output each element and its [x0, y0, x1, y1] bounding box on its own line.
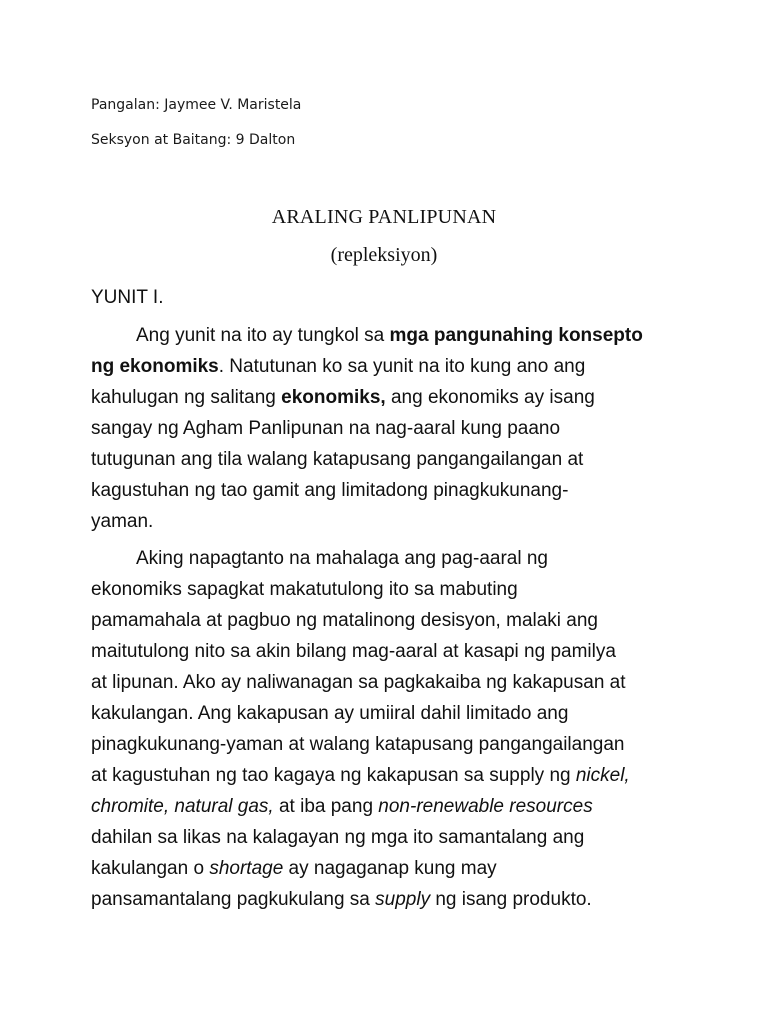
- bold-text-run: ekonomiks,: [281, 387, 386, 408]
- paragraph-line: [91, 791, 681, 822]
- italic-text-run: supply: [375, 889, 431, 910]
- italic-text-run: chromite, natural gas,: [91, 796, 274, 817]
- text-run: Ang yunit na ito ay tungkol sa: [136, 325, 390, 346]
- text-run: kahulugan ng salitang: [91, 387, 282, 408]
- paragraph-line: [91, 320, 681, 351]
- text-run: at iba pang: [273, 796, 379, 817]
- bold-text-run: ng ekonomiks: [91, 356, 219, 377]
- paragraph-line: [91, 853, 681, 884]
- paragraph-line: sangay ng Agham Panlipunan na nag-aaral kung paano: [91, 418, 561, 439]
- text-run: . Natutunan ko sa yunit na ito kung ano ang: [218, 356, 586, 377]
- paragraph-line: dahilan sa likas na kalagayan ng mga ito samantalang ang: [91, 827, 585, 848]
- paragraph-line: [91, 760, 681, 791]
- paragraph-line: ekonomiks sapagkat makatutulong ito sa mabuting: [91, 579, 518, 600]
- italic-text-run: non-renewable resources: [378, 796, 593, 817]
- paragraph-line: at lipunan. Ako ay naliwanagan sa pagkakaiba ng kakapusan at: [91, 672, 626, 693]
- paragraph-line: [91, 382, 681, 413]
- paragraph-1: [91, 320, 681, 537]
- paragraph-line: [91, 351, 681, 382]
- paragraph-line: kakulangan. Ang kakapusan ay umiiral dahil limitado ang: [91, 703, 569, 724]
- paragraph-line: tutugunan ang tila walang katapusang pangangailangan at: [91, 449, 584, 470]
- text-run: at kagustuhan ng tao kagaya ng kakapusan sa supply ng: [91, 765, 576, 786]
- paragraph-line: pamamahala at pagbuo ng matalinong desisyon, malaki ang: [91, 610, 598, 631]
- paragraph-line: yaman.: [91, 511, 154, 532]
- student-name-line: Pangalan: Jaymee V. Maristela: [91, 97, 302, 113]
- paragraph-line: Aking napagtanto na mahalaga ang pag-aaral ng: [136, 548, 548, 569]
- text-run: ng isang produkto.: [430, 889, 592, 910]
- document-subtitle: (repleksiyon): [330, 244, 438, 266]
- italic-text-run: shortage: [209, 858, 284, 879]
- paragraph-line: maitutulong nito sa akin bilang mag-aaral at kasapi ng pamilya: [91, 641, 616, 662]
- text-run: kakulangan o: [91, 858, 210, 879]
- section-grade-line: Seksyon at Baitang: 9 Dalton: [91, 132, 296, 148]
- paragraph-line: pinagkukunang-yaman at walang katapusang pangangailangan: [91, 734, 625, 755]
- paragraph-line: kagustuhan ng tao gamit ang limitadong pinagkukunang-: [91, 480, 569, 501]
- italic-text-run: nickel,: [575, 765, 630, 786]
- paragraph-2: [91, 543, 681, 915]
- document-title: ARALING PANLIPUNAN: [271, 206, 497, 228]
- text-run: ay nagaganap kung may: [283, 858, 497, 879]
- text-run: pansamantalang pagkukulang sa: [91, 889, 376, 910]
- paragraph-line: [91, 884, 681, 915]
- unit-heading: YUNIT I.: [91, 287, 164, 308]
- bold-text-run: mga pangunahing konsepto: [389, 325, 643, 346]
- text-run: ang ekonomiks ay isang: [385, 387, 595, 408]
